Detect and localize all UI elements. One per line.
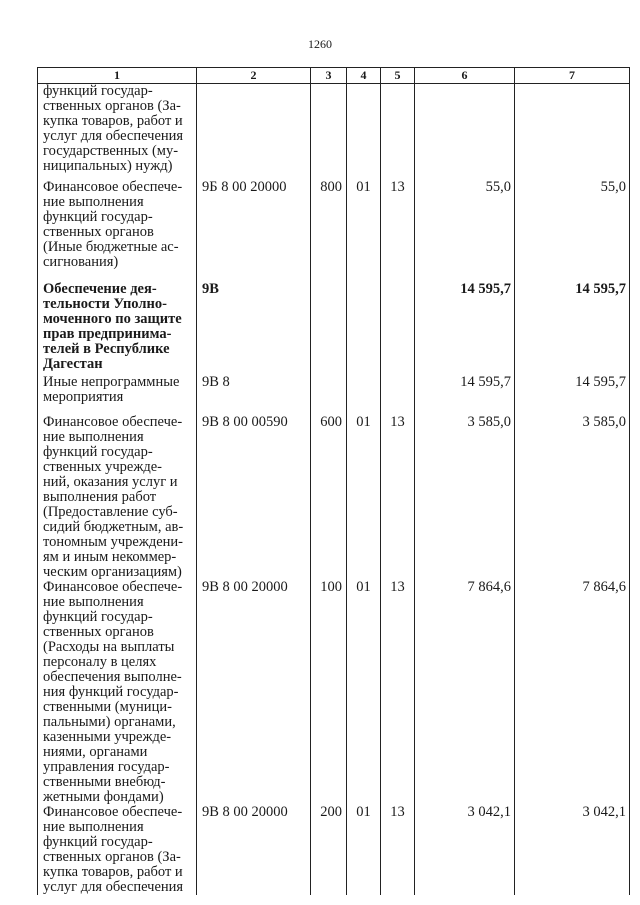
row-col3-cell: 100	[311, 580, 347, 805]
row-col3-cell: 200	[311, 805, 347, 895]
row-col4-cell: 01	[347, 580, 381, 805]
row-name-line: функций государ-	[43, 608, 153, 625]
row-col4-cell: 01	[347, 415, 381, 580]
row-col6-cell: 14 595,7	[415, 282, 515, 375]
row-code-cell: 9В 8 00 20000	[197, 805, 311, 895]
row-name-line: прав предпринима-	[43, 325, 172, 342]
row-name-line: сидий бюджетным, ав-	[43, 518, 184, 535]
row-col4-cell: 01	[347, 805, 381, 895]
row-col4-cell	[347, 282, 381, 375]
row-code-cell: 9В 8 00 00590	[197, 415, 311, 580]
row-name-cell	[38, 580, 197, 805]
row-name-cell	[38, 282, 197, 375]
row-col7-cell: 55,0	[515, 180, 630, 282]
row-code-cell	[197, 84, 311, 180]
row-name-cell	[38, 375, 197, 415]
row-name-line: ственных органов	[43, 223, 154, 240]
row-col6-cell: 14 595,7	[415, 375, 515, 415]
row-name-line: Финансовое обеспече-	[43, 178, 183, 195]
row-name-line: Иные непрограммные	[43, 373, 180, 390]
row-name-line: Финансовое обеспече-	[43, 413, 183, 430]
row-name-line: обеспечения выполне-	[43, 668, 182, 685]
row-col3-cell	[311, 375, 347, 415]
row-name-line: функций государ-	[43, 443, 153, 460]
row-col7-cell: 3 042,1	[515, 805, 630, 895]
row-name-line: ние выполнения	[43, 428, 144, 445]
row-name-line: ям и иным некоммер-	[43, 548, 177, 565]
row-col7-cell: 14 595,7	[515, 282, 630, 375]
row-col4-cell: 01	[347, 180, 381, 282]
header-row	[38, 68, 630, 84]
row-name-line: сигнования)	[43, 253, 119, 270]
row-col3-cell	[311, 84, 347, 180]
row-name-line: мероприятия	[43, 388, 124, 405]
row-name-line: ственных органов (За-	[43, 848, 181, 865]
table-row	[38, 84, 630, 180]
row-name-line: ние выполнения	[43, 193, 144, 210]
row-name-line: Финансовое обеспече-	[43, 803, 183, 820]
row-name-line: ственных органов (За-	[43, 98, 181, 114]
header-col-4: 4	[347, 68, 381, 84]
row-name-line: персоналу в целях	[43, 653, 157, 670]
budget-table	[37, 67, 630, 895]
row-col6-cell	[415, 84, 515, 180]
header-col-5: 5	[381, 68, 415, 84]
row-name-line: услуг для обеспечения	[43, 128, 184, 144]
row-col3-cell: 800	[311, 180, 347, 282]
row-name-line: выполнения работ	[43, 488, 157, 505]
row-col7-cell	[515, 84, 630, 180]
row-col4-cell	[347, 84, 381, 180]
row-name-line: купка товаров, работ и	[43, 113, 183, 129]
row-name-line: ственных учрежде-	[43, 458, 162, 475]
row-col6-cell: 3 042,1	[415, 805, 515, 895]
table-row	[38, 282, 630, 375]
row-name-line: ние выполнения	[43, 818, 144, 835]
row-name-line: функций государ-	[43, 83, 153, 99]
row-name-line: ниями, органами	[43, 743, 148, 760]
row-code-cell: 9В 8 00 20000	[197, 580, 311, 805]
row-name-line: жетными фондами)	[43, 788, 164, 805]
row-name-line: пальными) органами,	[43, 713, 176, 730]
row-name-line: моченного по защите	[43, 310, 182, 327]
row-col3-cell: 600	[311, 415, 347, 580]
row-name-line: ственных органов	[43, 623, 154, 640]
row-name-line: услуг для обеспечения	[43, 878, 184, 895]
row-col7-cell: 7 864,6	[515, 580, 630, 805]
row-col3-cell	[311, 282, 347, 375]
row-name-cell	[38, 805, 197, 895]
row-name-line: Финансовое обеспече-	[43, 578, 183, 595]
table-row	[38, 580, 630, 805]
row-name-line: тельности Уполно-	[43, 295, 167, 312]
row-name-line: Обеспечение дея-	[43, 280, 157, 297]
row-name-line: Дагестан	[43, 355, 103, 372]
header-col-3: 3	[311, 68, 347, 84]
row-name-line: ние выполнения	[43, 593, 144, 610]
row-code-cell: 9Б 8 00 20000	[197, 180, 311, 282]
row-name-line: функций государ-	[43, 833, 153, 850]
table-row	[38, 805, 630, 895]
row-name-line: (Предоставление суб-	[43, 503, 178, 520]
table-row	[38, 415, 630, 580]
row-col5-cell: 13	[381, 805, 415, 895]
row-name-line: купка товаров, работ и	[43, 863, 183, 880]
table-row	[38, 375, 630, 415]
row-code-cell: 9В	[197, 282, 311, 375]
row-col5-cell: 13	[381, 180, 415, 282]
row-col5-cell: 13	[381, 415, 415, 580]
row-col7-cell: 3 585,0	[515, 415, 630, 580]
table-row	[38, 180, 630, 282]
row-name-line: ственными внебюд-	[43, 773, 166, 790]
row-col5-cell	[381, 282, 415, 375]
page-number: 1260	[308, 37, 332, 51]
row-code-cell: 9В 8	[197, 375, 311, 415]
row-name-cell	[38, 84, 197, 180]
row-col5-cell	[381, 84, 415, 180]
row-name-line: ния функций государ-	[43, 683, 179, 700]
row-name-cell	[38, 415, 197, 580]
row-name-line: ственными (муници-	[43, 698, 172, 715]
row-name-line: ний, оказания услуг и	[43, 473, 178, 490]
row-name-line: ниципальных) нужд)	[43, 158, 173, 174]
row-name-line: телей в Республике	[43, 340, 170, 357]
row-col5-cell	[381, 375, 415, 415]
row-col5-cell: 13	[381, 580, 415, 805]
row-col6-cell: 55,0	[415, 180, 515, 282]
row-name-line: тономным учреждени-	[43, 533, 184, 550]
row-name-line: функций государ-	[43, 208, 153, 225]
row-name-line: (Расходы на выплаты	[43, 638, 175, 655]
row-name-line: казенными учрежде-	[43, 728, 172, 745]
table-body	[38, 84, 630, 895]
header-col-7: 7	[515, 68, 630, 84]
row-col6-cell: 3 585,0	[415, 415, 515, 580]
row-name-cell	[38, 180, 197, 282]
header-col-6: 6	[415, 68, 515, 84]
row-name-line: ческим организациям)	[43, 563, 182, 580]
header-col-1: 1	[38, 68, 197, 84]
header-col-2: 2	[197, 68, 311, 84]
row-name-line: управления государ-	[43, 758, 170, 775]
row-name-line: (Иные бюджетные ас-	[43, 238, 179, 255]
row-col7-cell: 14 595,7	[515, 375, 630, 415]
row-name-line: государственных (му-	[43, 143, 179, 159]
row-col6-cell: 7 864,6	[415, 580, 515, 805]
row-col4-cell	[347, 375, 381, 415]
